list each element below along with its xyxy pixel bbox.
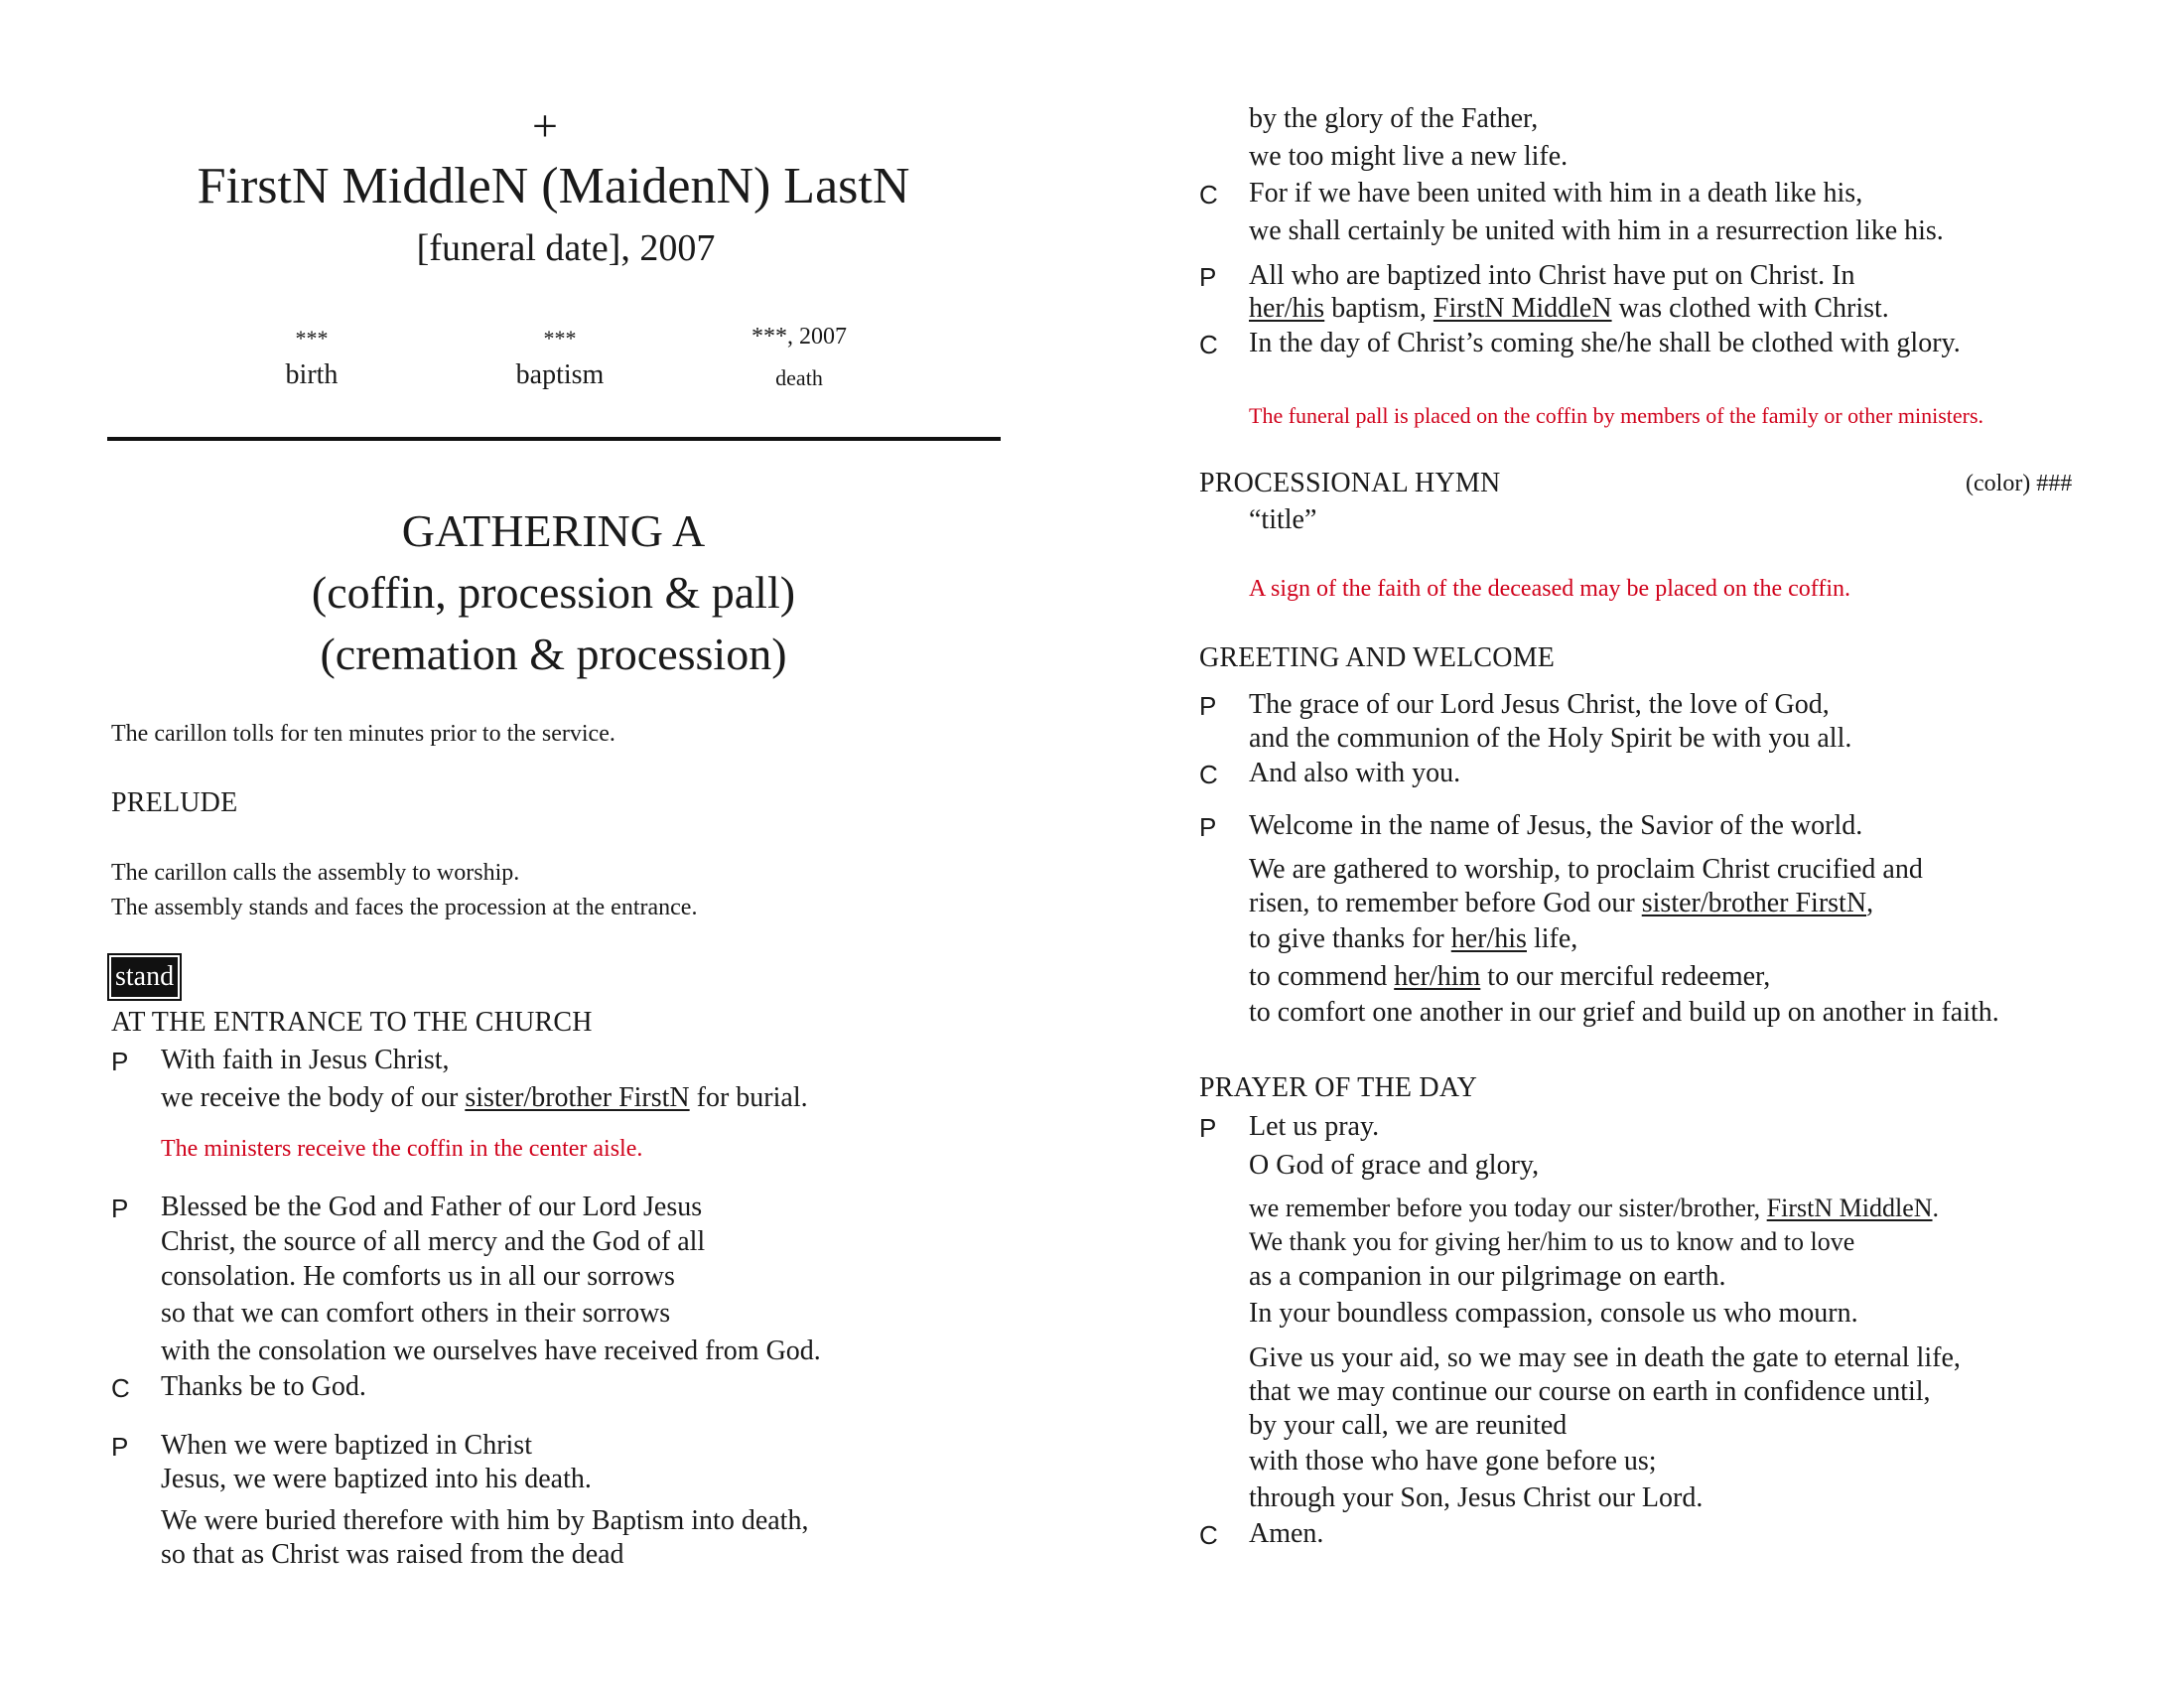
prayer-line: Let us pray.: [1249, 1111, 1380, 1142]
greeting-line: and the communion of the Holy Spirit be with you all.: [1249, 723, 1852, 754]
pronoun-placeholder: her/him: [1394, 961, 1481, 992]
entrance-heading: AT THE ENTRANCE TO THE CHURCH: [111, 1007, 593, 1038]
gathering-title: GATHERING A: [401, 505, 706, 556]
welcome-line: risen, to remember before God our sister/brother FirstN,: [1249, 888, 1874, 918]
speaker-p: P: [111, 1194, 129, 1223]
speaker-c: C: [111, 1373, 130, 1403]
baptism-line: We were buried therefore with him by Baptism into death,: [161, 1505, 809, 1536]
prayer-line: We thank you for giving her/him to us to know and to love: [1249, 1227, 1855, 1256]
prayer-line: as a companion in our pilgrimage on earth.: [1249, 1261, 1726, 1292]
welcome-line: to commend her/him to our merciful redeemer,: [1249, 961, 1771, 992]
pronoun-placeholder: her/his: [1249, 293, 1325, 324]
pall-line: her/his baptism, FirstN MiddleN was clothed with Christ.: [1249, 293, 1889, 324]
speaker-p: P: [1199, 812, 1217, 842]
greeting-heading: GREETING AND WELCOME: [1199, 642, 1556, 673]
prayer-line: through your Son, Jesus Christ our Lord.: [1249, 1482, 1704, 1513]
baptism-line: we too might live a new life.: [1249, 141, 1569, 172]
blessing-line: Blessed be the God and Father of our Lord Jesus: [161, 1192, 703, 1222]
response-line: And also with you.: [1249, 758, 1461, 788]
pall-line: All who are baptized into Christ have put on Christ. In: [1249, 260, 1855, 291]
speaker-p: P: [1199, 691, 1217, 721]
prayer-line: In your boundless compassion, console us who mourn.: [1249, 1298, 1858, 1329]
speaker-c: C: [1199, 330, 1218, 359]
carillon-calls: The carillon calls the assembly to worship.: [111, 860, 520, 886]
response-line: For if we have been united with him in a death like his,: [1249, 178, 1863, 209]
carillon-note: The carillon tolls for ten minutes prior to the service.: [111, 721, 615, 747]
name-placeholder: FirstN MiddleN: [1766, 1194, 1933, 1222]
stand-badge: stand: [111, 957, 178, 997]
name-placeholder: FirstN MiddleN: [1433, 293, 1612, 324]
deceased-name: FirstN MiddleN (MaidenN) LastN: [197, 158, 910, 214]
baptism-label: baptism: [515, 359, 605, 390]
speaker-p: P: [1199, 1113, 1217, 1143]
prayer-line: O God of grace and glory,: [1249, 1150, 1540, 1181]
hymn-title: “title”: [1249, 504, 1317, 535]
death-label: death: [775, 365, 823, 390]
baptism-line: so that as Christ was raised from the dead: [161, 1539, 624, 1570]
response-line: Amen.: [1249, 1518, 1324, 1549]
gathering-subtitle-2: (cremation & procession): [320, 629, 787, 679]
speaker-p: P: [1199, 262, 1217, 292]
gathering-subtitle-1: (coffin, procession & pall): [311, 567, 796, 618]
welcome-line: to give thanks for her/his life,: [1249, 923, 1578, 954]
entrance-line: we receive the body of our sister/brother FirstN for burial.: [161, 1082, 808, 1113]
rubric-funeral-pall: The funeral pall is placed on the coffin by members of the family or other ministers.: [1249, 403, 1984, 428]
baptism-line: Jesus, we were baptized into his death.: [161, 1464, 592, 1494]
prelude-heading: PRELUDE: [111, 787, 238, 818]
funeral-date: [funeral date], 2007: [416, 227, 716, 269]
rubric-receive-coffin: The ministers receive the coffin in the center aisle.: [161, 1136, 643, 1162]
prayer-line: that we may continue our course on earth in confidence until,: [1249, 1376, 1931, 1407]
entrance-line: With faith in Jesus Christ,: [161, 1045, 450, 1075]
hymn-number: (color) ###: [1966, 471, 2073, 496]
baptism-line: by the glory of the Father,: [1249, 103, 1539, 134]
cross-symbol: +: [532, 100, 558, 151]
greeting-line: The grace of our Lord Jesus Christ, the love of God,: [1249, 689, 1830, 720]
blessing-line: with the consolation we ourselves have received from God.: [161, 1336, 821, 1366]
welcome-line: We are gathered to worship, to proclaim Christ crucified and: [1249, 854, 1923, 885]
prayer-line: by your call, we are reunited: [1249, 1410, 1568, 1441]
prayer-line: with those who have gone before us;: [1249, 1446, 1657, 1477]
speaker-c: C: [1199, 760, 1218, 789]
speaker-c: C: [1199, 1520, 1218, 1550]
prayer-line: we remember before you today our sister/brother, FirstN MiddleN.: [1249, 1194, 1940, 1222]
welcome-line: to comfort one another in our grief and build up on another in faith.: [1249, 997, 1999, 1028]
name-placeholder: sister/brother FirstN: [1641, 888, 1867, 918]
speaker-p: P: [111, 1432, 129, 1462]
birth-date: ***: [295, 326, 329, 351]
prayer-heading: PRAYER OF THE DAY: [1199, 1072, 1478, 1103]
response-line: Thanks be to God.: [161, 1371, 366, 1402]
speaker-c: C: [1199, 180, 1218, 210]
response-line: In the day of Christ’s coming she/he shall be clothed with glory.: [1249, 328, 1961, 358]
prayer-line: Give us your aid, so we may see in death the gate to eternal life,: [1249, 1342, 1961, 1373]
speaker-p: P: [111, 1047, 129, 1076]
welcome-line: Welcome in the name of Jesus, the Savior of the world.: [1249, 810, 1863, 841]
header-divider: [107, 437, 1001, 441]
blessing-line: so that we can comfort others in their sorrows: [161, 1298, 671, 1329]
death-date: ***, 2007: [751, 324, 847, 350]
name-placeholder: sister/brother FirstN: [465, 1082, 690, 1113]
response-line: we shall certainly be united with him in a resurrection like his.: [1249, 215, 1944, 246]
blessing-line: Christ, the source of all mercy and the God of all: [161, 1226, 706, 1257]
baptism-line: When we were baptized in Christ: [161, 1430, 532, 1461]
blessing-line: consolation. He comforts us in all our sorrows: [161, 1261, 675, 1292]
baptism-date: ***: [543, 326, 577, 351]
hymn-heading: PROCESSIONAL HYMN: [1199, 468, 1501, 498]
assembly-stands: The assembly stands and faces the procession at the entrance.: [111, 895, 698, 920]
birth-label: birth: [285, 359, 339, 390]
pronoun-placeholder: her/his: [1450, 923, 1527, 954]
rubric-faith-sign: A sign of the faith of the deceased may be placed on the coffin.: [1249, 576, 1851, 602]
